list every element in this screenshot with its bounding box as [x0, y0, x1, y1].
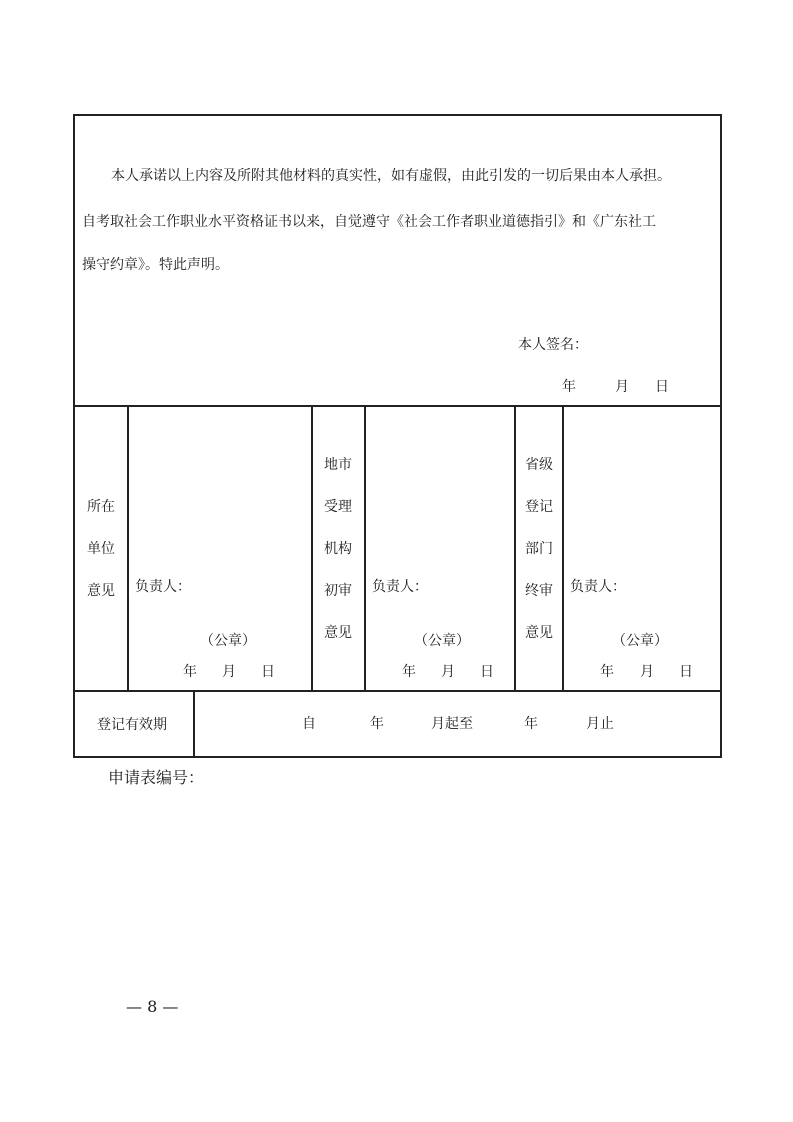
province-date-day: 日 [679, 664, 693, 680]
declaration-date-day: 日 [655, 379, 669, 395]
province-opinion-label: 省级 登记 部门 终审 意见 [525, 457, 553, 641]
province-responsible-label: 负责人： [570, 579, 626, 595]
city-responsible-label: 负责人： [372, 579, 428, 595]
city-opinion-label: 地市 受理 机构 初审 意见 [324, 457, 352, 641]
city-date-day: 日 [480, 664, 494, 680]
province-date-month: 月 [640, 664, 654, 680]
divider-validity-label [193, 690, 195, 757]
province-date-year: 年 [600, 664, 614, 680]
table-bottom-border [73, 756, 722, 758]
declaration-date-month: 月 [615, 379, 629, 395]
unit-responsible-label: 负责人： [135, 579, 191, 595]
unit-seal-label: （公章） [200, 633, 256, 649]
table-top-border [73, 114, 722, 116]
application-number-label: 申请表编号： [108, 768, 205, 787]
divider-province-label-right [562, 405, 564, 691]
declaration-text-line-2: 自考取社会工作职业水平资格证书以来，自觉遵守《社会工作者职业道德指引》和《广东社工 [82, 214, 656, 230]
city-date-month: 月 [441, 664, 455, 680]
opinions-bottom-border [73, 690, 722, 692]
declaration-date-year: 年 [562, 379, 576, 395]
divider-city-label-right [364, 405, 366, 691]
unit-opinion-label: 所在 单位 意见 [87, 499, 115, 599]
validity-year-2: 年 [524, 716, 538, 732]
validity-from: 自 [302, 716, 316, 732]
table-right-border [720, 114, 722, 757]
divider-province-label-left [514, 405, 516, 691]
signature-label: 本人签名： [518, 337, 588, 353]
divider-city-label-left [311, 405, 313, 691]
validity-year-1: 年 [370, 716, 384, 732]
city-seal-label: （公章） [414, 633, 470, 649]
unit-date-month: 月 [222, 664, 236, 680]
declaration-bottom-border [73, 405, 722, 407]
validity-month-to: 月止 [586, 716, 614, 732]
page-number: — 8 — [126, 997, 179, 1016]
table-left-border [73, 114, 75, 757]
province-seal-label: （公章） [612, 633, 668, 649]
declaration-text-line-3: 操守约章》。特此声明。 [82, 257, 229, 273]
declaration-text-line-1: 本人承诺以上内容及所附其他材料的真实性，如有虚假，由此引发的一切后果由本人承担。 [111, 168, 671, 184]
city-date-year: 年 [402, 664, 416, 680]
validity-label: 登记有效期 [97, 717, 167, 733]
unit-date-day: 日 [261, 664, 275, 680]
unit-date-year: 年 [183, 664, 197, 680]
divider-unit-label [127, 405, 129, 691]
validity-month-from: 月起至 [431, 716, 473, 732]
